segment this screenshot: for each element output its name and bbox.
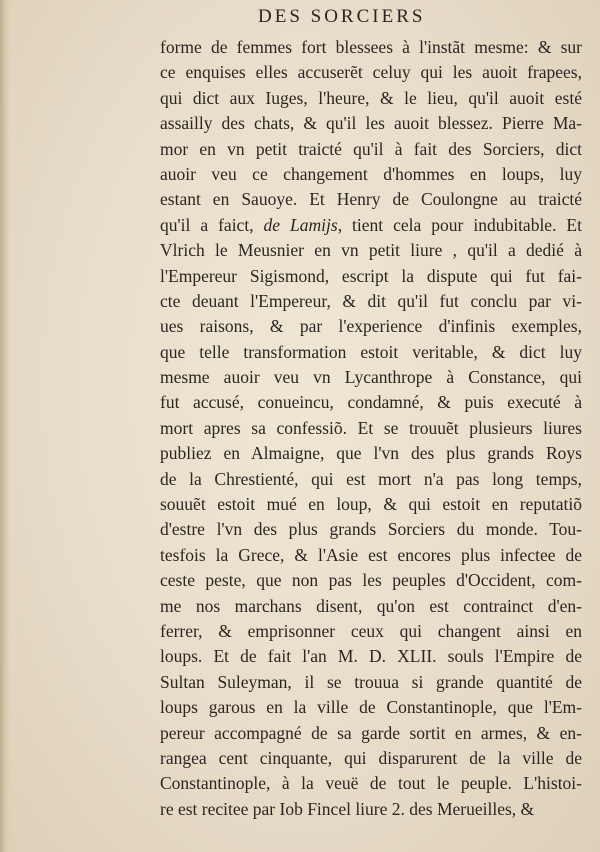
text-line: ceste peste, que non pas les peuples d'Occident, com- bbox=[160, 570, 582, 591]
text-line: de la Chrestienté, qui est mort n'a pas long temps, bbox=[160, 468, 582, 489]
text-line: rangea cent cinquante, qui disparurent de la ville de bbox=[160, 747, 582, 768]
text-line: tesfois la Grece, & l'Asie est encores plus infectee de bbox=[160, 544, 582, 565]
text-line: l'Empereur Sigismond, escript la dispute qui fut fai- bbox=[160, 265, 582, 286]
text-line: loups. Et de fait l'an M. D. XLII. souls l'Empire de bbox=[160, 646, 582, 667]
text-line: publiez en Almaigne, que l'vn des plus grands Roys bbox=[160, 443, 582, 464]
text-line: d'estre l'vn des plus grands Sorciers du monde. Tou- bbox=[160, 519, 582, 540]
running-head: DES SORCIERS bbox=[258, 6, 426, 27]
text-line: pereur accompagné de sa garde sortit en armes, & en- bbox=[160, 722, 582, 743]
text-line: souuẽt estoit mué en loup, & qui estoit en reputatiõ bbox=[160, 494, 582, 515]
text-line: ce enquises elles accuserẽt celuy qui les auoit frapees, bbox=[160, 62, 582, 83]
text-line: mesme auoir veu vn Lycanthrope à Constance, qui bbox=[160, 367, 582, 388]
text-line: assailly des chats, & qu'il les auoit blessez. Pierre Ma- bbox=[160, 113, 582, 134]
text-line: re est recitee par Iob Fincel liure 2. des Merueilles, & bbox=[160, 798, 535, 819]
text-line: qui dict aux Iuges, l'heure, & le lieu, qu'il auoit esté bbox=[160, 87, 582, 108]
text-line: ues raisons, & par l'experience d'infinis exemples, bbox=[160, 316, 582, 337]
text-line: mor en vn petit traicté qu'il à fait des Sorciers, dict bbox=[160, 138, 582, 159]
text-line: auoir veu ce changement d'hommes en loups, luy bbox=[160, 163, 582, 184]
text-line: Constantinople, à la veuë de tout le peuple. L'histoi- bbox=[160, 773, 582, 794]
italic-title: de Lamijs bbox=[263, 214, 338, 235]
text-line: loups garous en la ville de Constantinople, que l'Em- bbox=[160, 697, 582, 718]
text-line: cte deuant l'Empereur, & dit qu'il fut conclu par vi- bbox=[160, 290, 582, 311]
text-line: Sultan Suleyman, il se trouua si grande quantité de bbox=[160, 671, 582, 692]
text-line: Vlrich le Meusnier en vn petit liure , qu'il a dedié à bbox=[160, 240, 582, 261]
text-line: estant en Sauoye. Et Henry de Coulongne au traicté bbox=[160, 189, 582, 210]
text-line: forme de femmes fort blessees à l'instãt mesme: & sur bbox=[160, 37, 582, 57]
page-gutter-shadow bbox=[0, 0, 10, 852]
text-line: fut accusé, conueincu, condamné, & puis executé à bbox=[160, 392, 582, 413]
text-line: mort apres sa confessiõ. Et se trouuẽt plusieurs liures bbox=[160, 417, 582, 438]
body-text bbox=[160, 35, 582, 822]
text-line: que telle transformation estoit veritable, & dict luy bbox=[160, 341, 582, 362]
text-line: ferrer, & emprisonner ceux qui changent ainsi en bbox=[160, 620, 582, 641]
text-line: me nos marchans disent, qu'on est contrainct d'en- bbox=[160, 595, 582, 616]
text-line: qu'il a faict, de Lamijs, tient cela pour indubitable. Et bbox=[160, 214, 582, 235]
